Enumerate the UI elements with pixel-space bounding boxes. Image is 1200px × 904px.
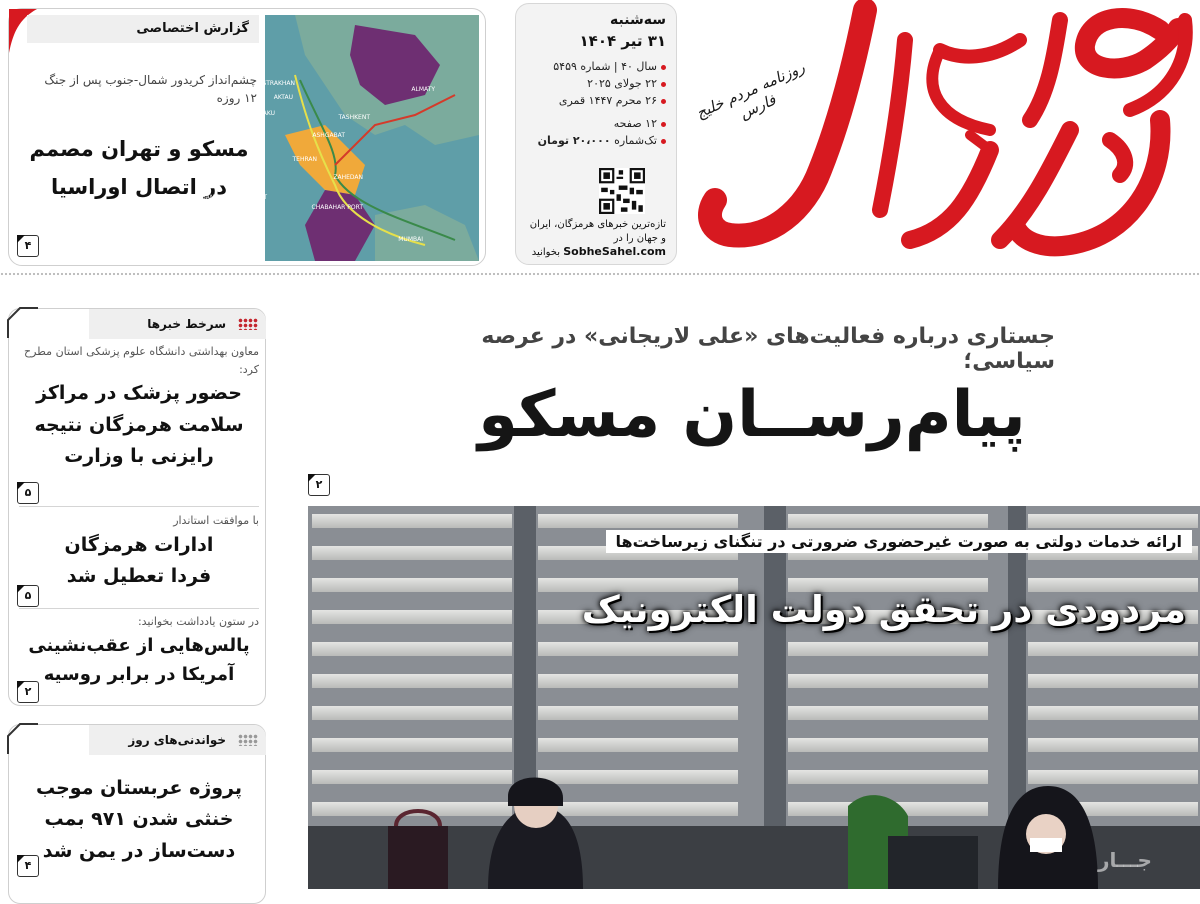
watermark: جـــار (1098, 848, 1152, 872)
headlines-header: سرخط خبرها (89, 309, 266, 339)
page-number-tag: ۴ (17, 855, 39, 877)
map-label: ASTRAKHAN (258, 80, 295, 87)
headline-kicker: معاون بهداشتی دانشگاه علوم پزشکی استان مطرح کرد: (23, 345, 259, 376)
readable-box (8, 724, 266, 904)
page-number-tag: ۲ (308, 474, 330, 496)
main-sub-headline: جستاری درباره فعالیت‌های «علی لاریجانی» در عرصه سیاسی؛ (481, 324, 1055, 374)
photo-kicker: ارائه خدمات دولتی به صورت غیرحضوری ضرورتی در تنگنای زیرساخت‌ها (606, 530, 1193, 553)
masthead-tagline: روزنامه مردم خلیج فارس (693, 58, 808, 123)
issue-year-number: سال ۴۰ | شماره ۵۴۵۹ (526, 60, 666, 73)
map-label: ALMATY (411, 86, 435, 93)
report-kicker: چشم‌انداز کریدور شمال-جنوب پس از جنگ ۱۲ روزه (44, 73, 257, 105)
page-number-tag: ۵ (17, 482, 39, 504)
map-label: CHABAHAR PORT (311, 204, 363, 211)
issue-hijri: ۲۶ محرم ۱۴۴۷ قمری (526, 94, 666, 107)
issue-date: ۳۱ تیر ۱۴۰۴ (579, 32, 666, 50)
section-divider (0, 272, 1200, 277)
map-label: ASHGABAT (312, 132, 345, 139)
photo-title[interactable]: مردودی در تحقق دولت الکترونیک (581, 588, 1186, 631)
page-number-tag: ۴ (17, 235, 39, 257)
page-number-tag: ۲ (17, 681, 39, 703)
page-number-tag: ۵ (17, 585, 39, 607)
corridor-map (201, 15, 479, 261)
dots-icon (238, 734, 258, 746)
map-label: BANDAR ABBAS PORT (201, 194, 267, 201)
dots-icon (238, 318, 258, 330)
headline-title[interactable]: حضور پزشک در مراکز سلامت هرمزگان نتیجه رایزنی با وزارت (34, 382, 244, 467)
report-title[interactable]: مسکو و تهران مصمم در اتصال اوراسیا (29, 137, 249, 199)
issue-info-box (515, 3, 677, 265)
bullet-icon (661, 139, 666, 144)
main-photo[interactable] (308, 506, 1200, 889)
bullet-icon (661, 99, 666, 104)
bullet-icon (661, 65, 666, 70)
main-headline[interactable]: پیام‌رســان مسکو (478, 378, 1026, 452)
issue-day: سه‌شنبه (610, 12, 666, 28)
issue-pages: ۱۲ صفحه (526, 117, 666, 130)
corner-tab-icon (8, 724, 38, 754)
qr-code-icon[interactable] (599, 168, 645, 214)
map-label: MUMBAI (398, 236, 423, 243)
headline-item[interactable] (19, 512, 259, 592)
readable-item[interactable] (19, 773, 259, 867)
headline-item[interactable] (19, 613, 259, 690)
map-label: BAKU (258, 110, 275, 117)
headline-item[interactable] (19, 343, 259, 472)
bullet-icon (661, 122, 666, 127)
issue-gregorian: ۲۲ جولای ۲۰۲۵ (526, 77, 666, 90)
headline-title[interactable]: پالس‌هایی از عقب‌نشینی آمریکا در برابر روسیه (28, 634, 250, 686)
issue-promo: تازه‌ترین خبرهای هرمزگان، ایران و جهان را در SobheSahel.com بخوانید (529, 219, 666, 258)
headline-kicker: در ستون یادداشت بخوانید: (137, 615, 259, 628)
report-header: گزارش اختصاصی (27, 15, 259, 43)
map-label: AKTAU (273, 94, 293, 101)
map-label: ZAHEDAN (333, 174, 363, 181)
map-graphic (201, 15, 479, 261)
bullet-icon (661, 82, 666, 87)
item-divider (19, 506, 259, 507)
readable-title[interactable]: پروژه عربستان موجب خنثی شدن ۹۷۱ بمب دست‌ساز در یمن شد (35, 777, 242, 862)
issue-price: تک‌شماره ۲۰،۰۰۰ تومان (526, 134, 666, 147)
archive-shelves-photo (308, 506, 1200, 889)
corner-tab-icon (8, 308, 38, 338)
readable-header: خواندنی‌های روز (89, 725, 266, 755)
map-label: TEHRAN (292, 156, 317, 163)
headline-kicker: با موافقت استاندار (173, 514, 259, 527)
headlines-box (8, 308, 266, 706)
special-report-box[interactable] (8, 8, 486, 266)
map-label: TASHKENT (338, 114, 370, 121)
item-divider (19, 608, 259, 609)
site-link[interactable]: SobheSahel.com (563, 245, 666, 258)
headline-title[interactable]: ادارات هرمزگان فردا تعطیل شد (64, 533, 214, 587)
